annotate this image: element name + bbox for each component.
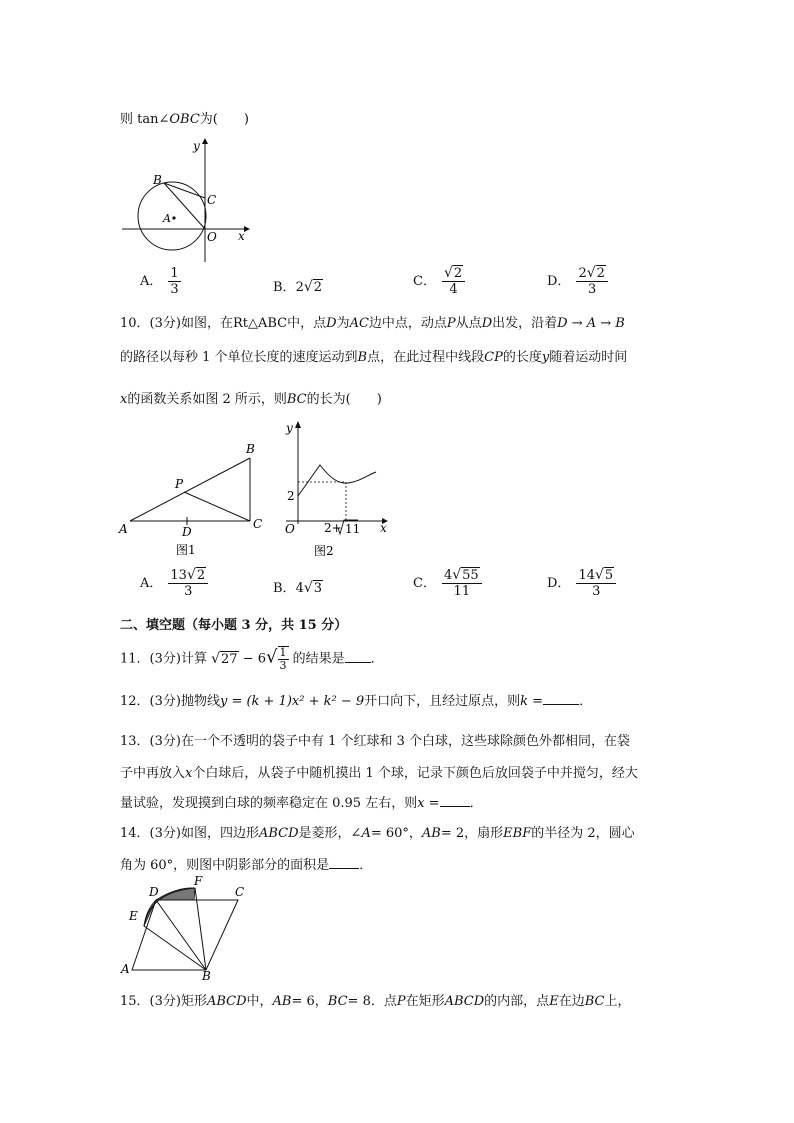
label-f: F — [194, 874, 203, 888]
q13-line-3: 量试验，发现摸到白球的频率稳定在 0.95 左右，则x = ． — [120, 796, 483, 811]
q15: 15．(3分)矩形ABCD中，AB= 6，BC= 8．点P在矩形ABCD的内部，点E在边BC上， — [120, 994, 631, 1009]
label-d: D — [149, 885, 159, 899]
label-p: P — [175, 477, 184, 491]
q10-option-d[interactable]: D． $\frac{14√5}{3}$ — [547, 568, 616, 599]
rhombus-abcd — [132, 900, 238, 970]
label-b: B — [202, 969, 211, 982]
label-a: A — [121, 962, 130, 976]
q10-line-2: 的路径以每秒 1 个单位长度的速度运动到B点，在此过程中线段CP的长度y随着运动时间 — [120, 350, 628, 365]
q13-line-2: 子中再放入x个白球后，从袋子中随机摸出 1 个球，记录下颜色后放回袋子中并搅匀，经大 — [120, 766, 638, 781]
q9-option-b[interactable]: B．2√2 — [273, 279, 323, 295]
label-c: C — [253, 517, 263, 531]
q10-line-3: x的函数关系如图 2 所示，则BC的长为( ) — [120, 392, 382, 407]
q14-rhombus-figure — [118, 874, 254, 982]
q13-line-1: 13．(3分)在一个不透明的袋子中有 1 个红球和 3 个白球，这些球除颜色外都相同，在袋 — [120, 734, 631, 749]
label-y: y — [286, 421, 293, 435]
segment-pc — [184, 492, 250, 521]
q9-option-c[interactable]: C． $\frac{√2}{4}$ — [413, 266, 465, 297]
q14-answer-blank[interactable] — [329, 868, 359, 869]
label-y: y — [193, 139, 200, 153]
q14-line-2: 角为 60°，则图中阴影部分的面积是 ． — [120, 858, 373, 873]
q10-option-b[interactable]: B．4√3 — [273, 580, 323, 596]
caption-1: 图1 — [176, 543, 196, 557]
curve — [298, 465, 376, 496]
q10-option-a[interactable]: A． $\frac{13√2}{3}$ — [140, 568, 208, 599]
label-b: B — [153, 173, 162, 187]
label-2: 2 — [287, 489, 295, 503]
label-a: A — [119, 522, 128, 536]
q9-circle-figure — [118, 136, 250, 264]
label-c: C — [207, 193, 217, 207]
label-e: E — [129, 909, 138, 923]
q12: 12．(3分)抛物线y = (k + 1)x² + k² − 9开口向下，且经过原点，则k = ． — [120, 694, 593, 709]
q11: 11．(3分)计算 √27 − 6√ $\frac{1}{3}$ 的结果是 ． — [120, 646, 384, 672]
y-arrow — [202, 138, 208, 144]
center-dot — [172, 216, 175, 219]
q10-line-1: 10．(3分)如图，在Rt△ABC中，点D为AC边中点，动点P从点D出发，沿着D → A → B — [120, 316, 625, 331]
q11-answer-blank[interactable] — [345, 662, 371, 663]
q9-option-d[interactable]: D． $\frac{2√2}{3}$ — [547, 266, 608, 297]
label-o: O — [285, 522, 295, 536]
y-arrow — [295, 421, 301, 428]
caption-2: 图2 — [314, 544, 334, 558]
q9-stem-tail: 则 tan∠OBC为( ) — [120, 112, 249, 127]
label-c: C — [235, 885, 245, 899]
label-rad: 11 — [345, 522, 361, 536]
x-arrow — [244, 226, 250, 232]
segment-be — [144, 926, 206, 970]
q14-line-1: 14．(3分)如图，四边形ABCD是菱形，∠A= 60°，AB= 2，扇形EBF的半径为 2，圆心 — [120, 826, 635, 841]
label-x-value: 2+ — [324, 521, 342, 535]
section-2-heading: 二、填空题（每小题 3 分，共 15 分） — [120, 618, 348, 633]
q10-figure-2 — [278, 418, 394, 560]
label-o: O — [207, 230, 217, 244]
q12-answer-blank[interactable] — [543, 704, 579, 705]
q13-answer-blank[interactable] — [440, 806, 470, 807]
q10-figure-1 — [116, 438, 276, 558]
label-a: A — [163, 212, 171, 225]
label-x: x — [238, 229, 245, 243]
q9-option-a[interactable]: A． $\frac{1}{3}$ — [140, 266, 179, 297]
label-x: x — [380, 521, 387, 535]
q10-option-c[interactable]: C． $\frac{4√55}{11}$ — [413, 568, 482, 599]
segment-ab — [130, 458, 250, 521]
label-b: B — [246, 442, 255, 456]
label-d: D — [182, 525, 192, 539]
